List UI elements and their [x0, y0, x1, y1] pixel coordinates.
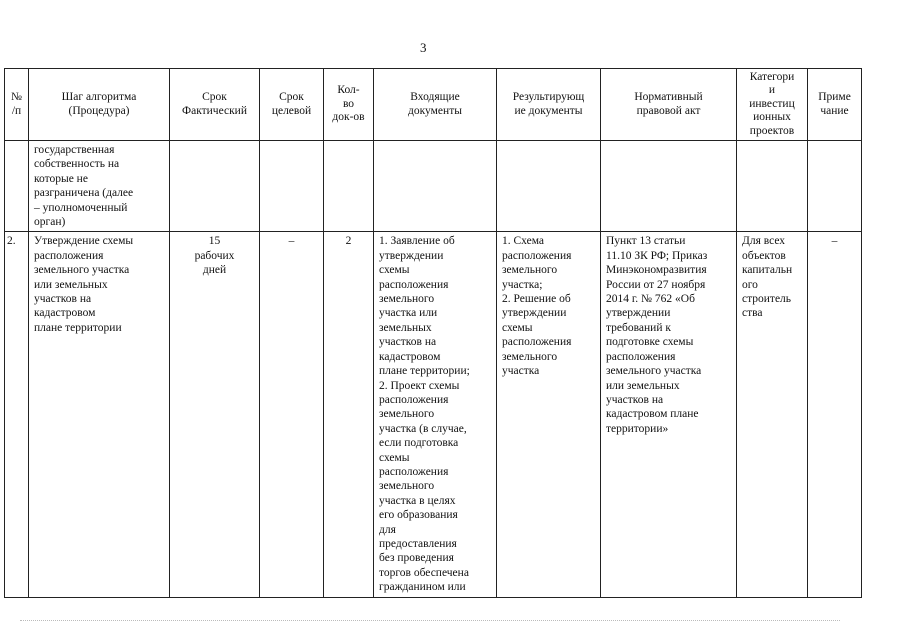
- table-header-row: [5, 69, 862, 141]
- cell-input-docs: 1. Заявление об утверждении схемы расположения земельного участка или земельных участков на кадастровом плане территории; 2. Проект схемы расположения земельного участка (в случае, если подготовка схемы расположения земельного участка в целях его образования для предоставления без проведения торгов обеспечена гражданином или: [374, 232, 497, 597]
- cell-num: [5, 141, 29, 232]
- cell-doc-count: 2: [324, 232, 374, 597]
- cell-note: –: [808, 232, 862, 597]
- header-category: Категори и инвестиц ионных проектов: [737, 69, 808, 141]
- cell-step: государственная собственность на которые не разграничена (далее – уполномоченный орган): [29, 141, 170, 232]
- procedure-table: [4, 68, 862, 598]
- cell-doc-count: [324, 141, 374, 232]
- cell-result-docs: [497, 141, 601, 232]
- cell-category: Для всех объектов капитальн ого строитель ства: [737, 232, 808, 597]
- cell-category: [737, 141, 808, 232]
- header-result-docs: Результирующ ие документы: [497, 69, 601, 141]
- cell-num: 2.: [5, 232, 29, 597]
- header-note: Приме чание: [808, 69, 862, 141]
- header-term-actual: Срок Фактический: [170, 69, 260, 141]
- header-doc-count: Кол- во док-ов: [324, 69, 374, 141]
- cell-term-actual: 15 рабочих дней: [170, 232, 260, 597]
- header-legal-act: Нормативный правовой акт: [601, 69, 737, 141]
- cell-legal-act: [601, 141, 737, 232]
- header-step: Шаг алгоритма (Процедура): [29, 69, 170, 141]
- cell-note: [808, 141, 862, 232]
- header-term-target: Срок целевой: [260, 69, 324, 141]
- cell-term-actual: [170, 141, 260, 232]
- cell-term-target: –: [260, 232, 324, 597]
- cell-input-docs: [374, 141, 497, 232]
- cell-legal-act: Пункт 13 статьи 11.10 ЗК РФ; Приказ Минэкономразвития России от 27 ноября 2014 г. № 762 «Об утверждении требований к подготовке схемы расположения земельного участка или земельных участков на кадастровом плане территории»: [601, 232, 737, 597]
- scan-artifact-line: [20, 620, 840, 621]
- cell-step: Утверждение схемы расположения земельного участка или земельных участков на кадастровом плане территории: [29, 232, 170, 597]
- header-num: № /п: [5, 69, 29, 141]
- page-number: 3: [420, 40, 427, 55]
- table-row: [5, 232, 862, 597]
- header-input-docs: Входящие документы: [374, 69, 497, 141]
- cell-term-target: [260, 141, 324, 232]
- table-row: [5, 141, 862, 232]
- cell-result-docs: 1. Схема расположения земельного участка; 2. Решение об утверждении схемы расположения земельного участка: [497, 232, 601, 597]
